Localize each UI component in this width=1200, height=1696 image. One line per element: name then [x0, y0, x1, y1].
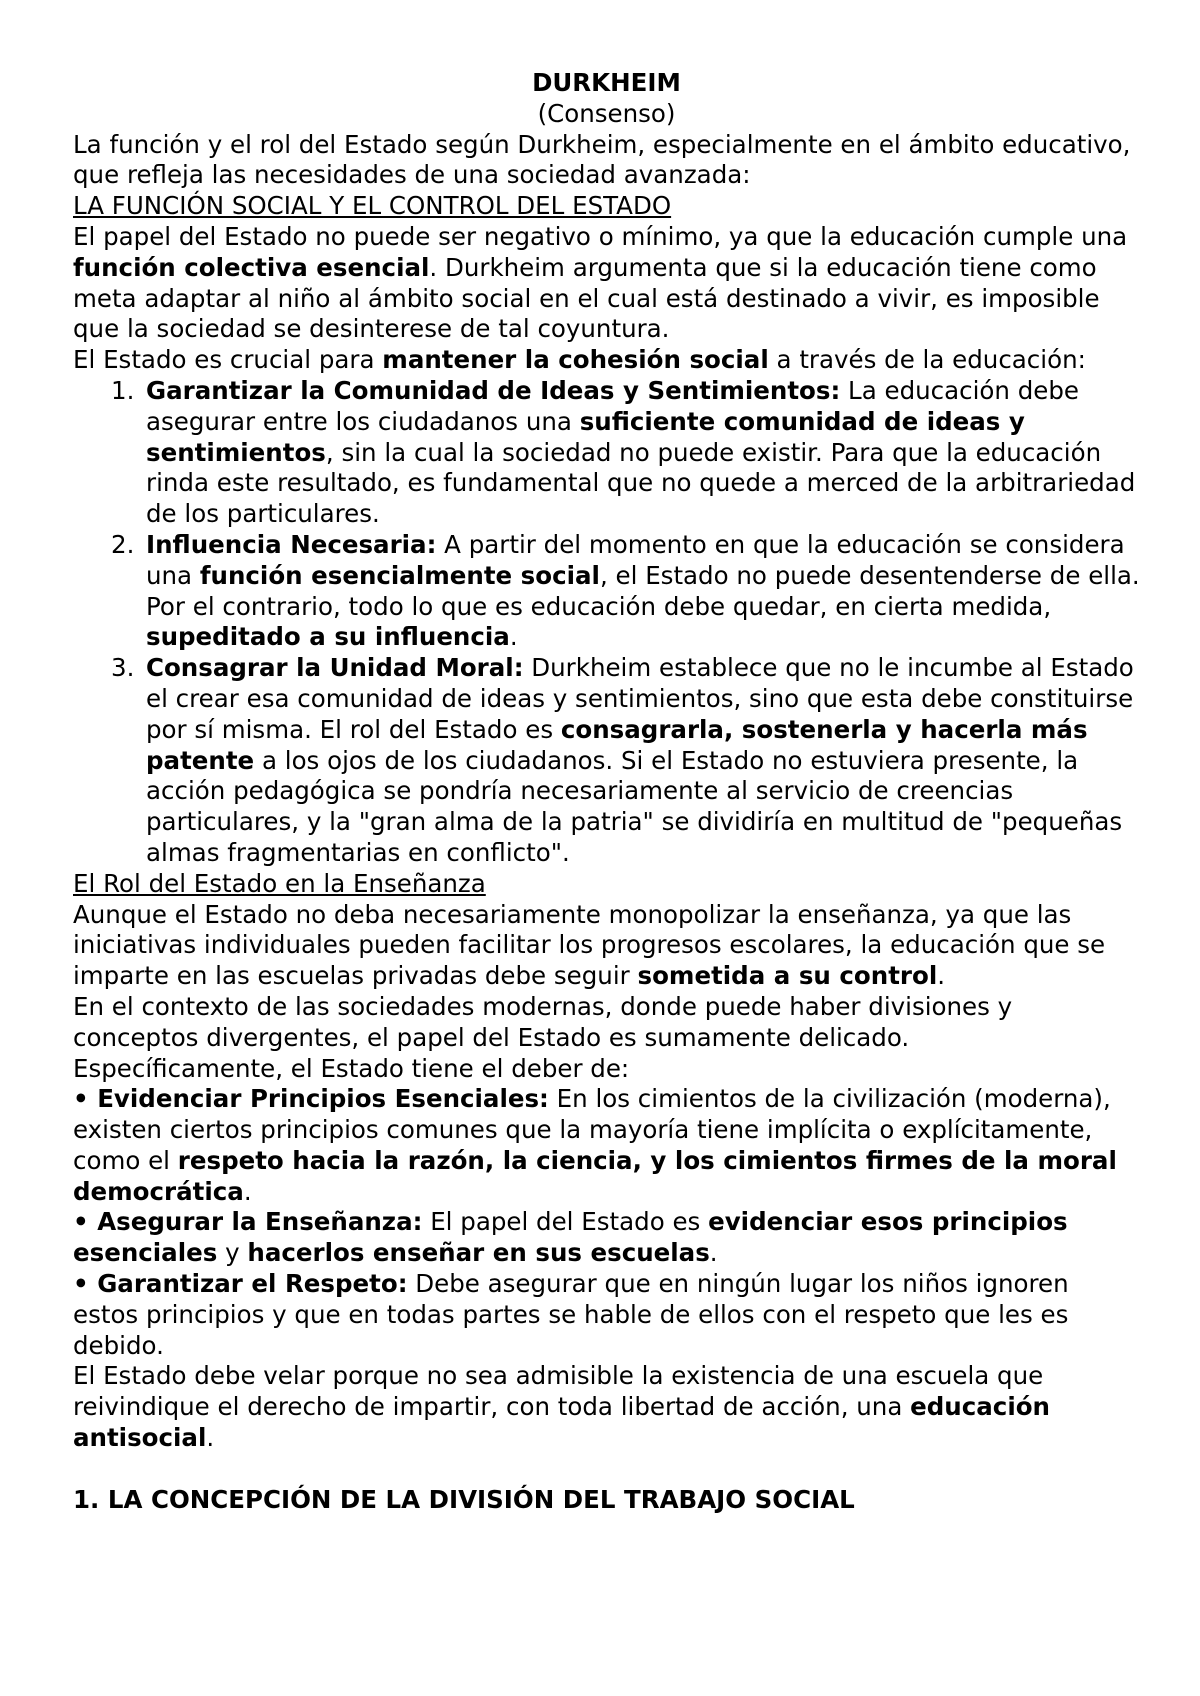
text-run: El papel del Estado no puede ser negativo o mínimo, ya que la educación cumple una: [73, 221, 1128, 251]
text-run: y: [217, 1238, 248, 1268]
bold-run: consagrarla, sostenerla y hacerla más patente: [146, 714, 1088, 775]
list-item: [146, 376, 1140, 530]
bold-run: hacerlos enseñar en sus escuelas: [247, 1238, 710, 1268]
bold-run: educación antisocial: [73, 1392, 1050, 1453]
bold-run: mantener la cohesión social: [382, 345, 769, 375]
text-run: .: [243, 1176, 252, 1206]
paragraph-educacion-antisocial: [73, 1361, 1140, 1453]
bold-run: función esencialmente social: [199, 560, 600, 590]
bullet-title: • Asegurar la Enseñanza:: [73, 1207, 423, 1237]
document-subtitle: (Consenso): [537, 98, 676, 128]
section-heading-funcion-social: LA FUNCIÓN SOCIAL Y EL CONTROL DEL ESTADO: [73, 191, 672, 221]
list-item-title: Consagrar la Unidad Moral:: [146, 653, 524, 683]
text-run: , sin la cual la sociedad no puede existir. Para que la educación rinda este resultado, es fundamental que no quede a merced de la arbitrariedad de los particulares.: [146, 437, 1136, 529]
numbered-list: [73, 376, 1140, 869]
bold-run: suficiente comunidad de ideas y sentimientos: [146, 406, 1025, 467]
bullet-title: • Garantizar el Respeto:: [73, 1269, 408, 1299]
bold-run: sometida a su control: [637, 961, 938, 991]
paragraph-sociedades-modernas: En el contexto de las sociedades modernas, donde puede haber divisiones y conceptos divergentes, el papel del Estado es sumamente delicado.: [73, 991, 1013, 1052]
paragraph-papel-estado: [73, 222, 1140, 345]
text-run: El Estado es crucial para: [73, 345, 383, 375]
text-run: La educación debe asegurar entre los ciudadanos una: [146, 375, 1079, 436]
text-run: El papel del Estado es: [422, 1207, 709, 1237]
bold-run: supeditado a su influencia: [146, 622, 510, 652]
text-run: .: [937, 961, 946, 991]
document-title: DURKHEIM: [532, 68, 681, 97]
bullet-item: [73, 1269, 1140, 1361]
text-run: Aunque el Estado no deba necesariamente monopolizar la enseñanza, ya que las iniciativas individuales pueden facilitar los progresos escolares, la educación que se imparte en las escuelas privadas debe seguir: [73, 899, 1106, 991]
text-run: En los cimientos de la civilización (moderna), existen ciertos principios comunes que la mayoría tiene implícita o explícitamente, como el: [73, 1084, 1111, 1175]
text-run: , el Estado no puede desentenderse de ella. Por el contrario, todo lo que es educación debe quedar, en cierta medida,: [146, 560, 1140, 621]
blank-line: [73, 1454, 1140, 1485]
bold-run: respeto hacia la razón, la ciencia, y los cimientos firmes de la moral democrática: [73, 1145, 1117, 1206]
list-item: [146, 653, 1140, 869]
list-item-title: Garantizar la Comunidad de Ideas y Sentimientos:: [146, 375, 841, 405]
bold-run: evidenciar esos principios esenciales: [73, 1207, 1068, 1268]
bullet-title: • Evidenciar Principios Esenciales:: [73, 1084, 549, 1114]
text-run: A partir del momento en que la educación se considera una: [146, 529, 1125, 590]
text-run: .: [206, 1423, 215, 1453]
paragraph-deberes: Específicamente, el Estado tiene el deber de:: [73, 1053, 630, 1083]
section-heading-rol-estado: El Rol del Estado en la Enseñanza: [73, 868, 486, 898]
section-heading-division-trabajo: 1. LA CONCEPCIÓN DE LA DIVISIÓN DEL TRABAJO SOCIAL: [73, 1484, 855, 1514]
paragraph-cohesion-social: [73, 345, 1140, 376]
text-run: .: [709, 1238, 718, 1268]
text-run: Debe asegurar que en ningún lugar los niños ignoren estos principios y que en todas partes se hable de ellos con el respeto que les es debido.: [73, 1269, 1069, 1360]
bullet-item: [73, 1084, 1140, 1207]
text-run: El Estado debe velar porque no sea admisible la existencia de una escuela que reivindique el derecho de impartir, con toda libertad de acción, una: [73, 1361, 1044, 1422]
intro-paragraph: La función y el rol del Estado según Durkheim, especialmente en el ámbito educativo, que refleja las necesidades de una sociedad avanzada:: [73, 129, 1131, 190]
text-run: a los ojos de los ciudadanos. Si el Estado no estuviera presente, la acción pedagógica se pondría necesariamente al servicio de creencias particulares, y la "gran alma de la patria" se dividiría en multitud de "pequeñas almas fragmentarias en conflicto".: [146, 745, 1123, 867]
paragraph-monopolio-ensenanza: [73, 900, 1140, 992]
text-run: Durkheim establece que no le incumbe al Estado el crear esa comunidad de ideas y sentimientos, sino que esta debe constituirse por sí misma. El rol del Estado es: [146, 653, 1134, 744]
text-run: .: [509, 622, 518, 652]
bullet-item: [73, 1207, 1140, 1269]
text-run: a través de la educación:: [768, 345, 1086, 375]
bold-run: función colectiva esencial: [73, 252, 430, 282]
list-item: [146, 530, 1140, 653]
list-item-title: Influencia Necesaria:: [146, 529, 437, 559]
text-run: . Durkheim argumenta que si la educación tiene como meta adaptar al niño al ámbito social en el cual está destinado a vivir, es imposible que la sociedad se desinterese de tal coyuntura.: [73, 252, 1100, 344]
